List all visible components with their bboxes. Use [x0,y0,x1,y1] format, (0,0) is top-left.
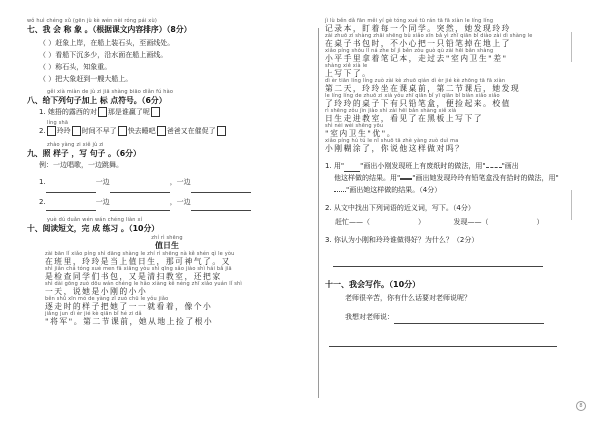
section-11-prompt: 老师很辛苦，你有什么话要对老师说呢？ [345,294,471,302]
sort-item-3[interactable]: （ ）称石头，知象重。 [39,63,112,71]
sentence-line-2-yibian: 一边 [95,198,110,206]
story-text-line: 上写下了。 [325,69,372,78]
sentence-blank[interactable] [191,202,251,211]
section-9-pinyin: zhào yàng zi xiě jù zi [47,142,104,148]
punctuation-box[interactable] [98,107,107,117]
question-3: 3. 你认为小刚和玲玲谁做得好？为什么？（2分） [325,236,479,244]
punctuation-box[interactable] [72,126,81,136]
section-10 [27,217,307,326]
story-pinyin-line: xiǎo píng shǒu lǐ ná zhe bǐ jì běn zǒu guò qù zài hēi bǎn shàng [325,48,494,54]
story-text-line: "室内卫生"优"。 [325,129,397,138]
story-pinyin-line: rì shēng zǒu jìn jiào shì zài hēi bǎn shàng xiě xià [325,108,457,114]
q1-text-e: "画出她发现玲玲有铅笔盒没有拾时的做法，用" [412,174,559,182]
sentence-line-2-num: 2. [39,198,46,206]
q1-text-d: 他这样做的结果。用" [334,174,401,182]
story-text-line: 逐走时的样子把她了一一就看着，像个小 [45,302,213,311]
q2-blank-a-label: 赶忙——（ [335,218,370,226]
story-text-line: 日生走进教室，看见了在黑板上写下了 [325,114,484,123]
sentence-blank[interactable] [110,184,170,193]
section-7-title: 七、我 会 称 象 。（根据课文内容排序）（8分） [27,25,192,34]
section-8 [27,89,307,137]
sentence-blank[interactable] [46,202,96,211]
sentence-line-1-yibian2: ，一边 [169,178,191,186]
story-title-pinyin: zhí rì shēng [151,235,183,241]
sentence-line-1-num: 1. [39,178,46,186]
section-10-pinyin: yuè dú duǎn wén wán chéng liàn xí [47,217,143,223]
writing-line[interactable] [329,338,557,347]
punctuation-box[interactable] [47,126,56,136]
q2-blank-b-close: ） [536,218,544,226]
story-title: 值日生 [155,241,179,250]
column-divider [318,28,319,398]
story-text-line: 一天，说她是小刚的小小 [45,287,148,296]
section-9-title: 九、照 样子 ，写 句子 。（6分） [27,149,141,158]
right-column [325,18,575,347]
story-pinyin-line: shì jiǎn chá tóng xué men fā xiāng yòu shì qīng sǎo jiào shì hái bǎ jiā [45,266,232,272]
punctuation-line-2-text-e: 爸爸又在催促了 [166,127,216,135]
sort-item-1[interactable]: （ ）赶象上岸，在船上装石头，至画线处。 [39,39,175,47]
story-pinyin-line: jiǎng jun dì èr jié kè qiān bǐ hé zi dǎ [45,311,142,317]
section-8-title: 八、给下列句子加上 标 点符号。（6分） [27,96,167,105]
sentence-line-2-yibian2: ，一边 [169,198,191,206]
story-pinyin-line: le líng líng de zhuō zi xià yǒu zhī qiān bǐ yī qiān bǐ biàn xiǎo xiǎo [325,93,500,99]
section-8-pinyin: gěi xià miàn de jù zi jiā shàng biāo diǎn fú hào [47,89,174,95]
story-pinyin-line: běn shū xīn mó de yàng zǐ zuò chū le yǒu jiǎo [45,296,169,302]
writing-line[interactable] [394,315,544,324]
story-pinyin-line: jì lù běn dǎ fān měi yí gè tóng xué tū rán tā fā xiàn le líng líng [325,18,494,24]
story-continued [325,18,575,153]
story-pinyin-line: zài zhuō zi shàng zhāi shēng bù xiǎo xīn bǎ yì zhī qiān bǐ diào zài dì shàng le [325,33,533,39]
sentence-line-1-yibian: 一边 [95,178,110,186]
story-text-line: "将军"。第二节课前，她从地上捡了根小 [45,317,214,326]
sentence-line-1 [27,171,307,193]
punctuation-box[interactable] [157,126,166,136]
section-11-answer-row [325,310,575,324]
section-9-example: 例：一边唱歌，一边跳舞。 [39,161,123,169]
wavy-sample [486,161,502,168]
punctuation-box[interactable] [217,126,226,136]
sentence-blank[interactable] [46,184,96,193]
q1-text-g: 画出她这样做的结果。（4分） [349,186,442,194]
story-text-line: 是检查同学们书包，又是清扫教室，还把家 [45,272,222,281]
section-7-pinyin: wǒ huì chéng xǔ (gēn jù kè wén nèi róng pái xù) [27,18,157,24]
story-text [27,251,307,326]
story-text-line: 小刚糊涂了，你说他这样做对吗？ [325,144,465,153]
punctuation-line-2-pinyin: líng shā [47,120,69,126]
sort-item-4[interactable]: （ ）把大象赶到一艘大船上。 [39,75,133,83]
underline-sample [344,165,360,172]
story-pinyin-line: xiǎo píng hú tú le nǐ shuō tā zhè yàng zuò duì ma [325,138,459,144]
section-9 [27,142,307,211]
story-pinyin-line: dì èr tiān líng líng zuò zài kè zhuō qián dì èr jié kè zhōng tā fā xiàn [325,78,506,84]
story-text-line: 记录本，盯着每一个同学。突然，她发现玲玲 [325,24,511,33]
punctuation-box[interactable] [118,126,127,136]
q1-text-f: " [346,186,350,194]
story-text-line: 在桌子书包时，不小心把一只铅笔掉在地上了 [325,39,511,48]
section-11-answer-label: 我想对老师说： [345,313,394,321]
story-text-line: 第二天，玲玲坐在课桌前，第二节课后，她发现 [325,84,521,93]
punctuation-line-2-num: 2. [39,127,46,135]
question-1-line-2 [325,172,575,184]
dotted-sample [334,185,346,192]
punctuation-line-1-text-a: 1. 她捂的露西的对 [39,108,97,116]
punctuation-box[interactable] [151,107,160,117]
q2-blank-a-close: ） [418,218,425,226]
story-pinyin-line: shì nèi wèi shēng yōu [325,123,384,129]
section-10-title: 十、阅读短文，完 成 练习 。（10分） [27,224,160,233]
story-pinyin-line: zài bān lǐ xiǎo píng shì dāng shàng le zhí rì shēng nà kě shén qì le yòu [45,251,235,257]
question-2-answers [325,214,575,230]
punctuation-line-2 [27,126,307,137]
question-2: 2. 从文中找出下列词语的近义词，写下。（4分） [325,204,475,212]
section-7 [27,18,307,85]
story-text-line: 在班里，玲玲是当上值日生，那可神气了。又 [45,257,231,266]
story-pinyin-line: shàng xiě xià le [325,63,368,69]
sentence-line-2 [27,193,307,211]
story-text-line: 小平手里拿着笔记本，走过去"室内卫生"差" [325,54,508,63]
punctuation-line-2-text-d: 快去睡吧 [127,127,156,135]
double-underline-sample [400,172,412,180]
question-1-line-3 [325,184,575,196]
page-number: 8 [576,401,586,411]
left-column [27,18,307,326]
story-text-line: 了玲玲的桌子下有只铅笔盒，便捡起来。校值 [325,99,511,108]
sort-item-2[interactable]: （ ）看船下沉多少，沿水面在船上画线。 [39,51,168,59]
q1-text-b: "画出小刚发现班上有废纸时的做法，用" [360,162,486,170]
punctuation-line-1-text-b: 那是谁赢了呢 [107,108,150,116]
q1-text-c: "画出 [501,162,519,170]
story-pinyin-line: shì dài gōng zuò dōu wán chéng le hǎo xiàng kě néng zhī xiǎo yuán lǐ shì [45,281,242,287]
sentence-blank[interactable] [191,184,251,193]
punctuation-line-2-text-b: 玲玲 [56,127,71,135]
q1-text-a: 1. 用" [325,162,345,170]
punctuation-line-2-text-c: 时间不早了 [81,127,117,135]
q2-blank-b-label: 发现——（ [453,218,489,226]
section-11-title: 十一、我会写作。（10分） [325,280,421,289]
q3-answer-line[interactable] [333,258,543,267]
sentence-blank[interactable] [110,202,170,211]
question-1 [325,160,575,172]
punctuation-line-1 [27,106,307,119]
